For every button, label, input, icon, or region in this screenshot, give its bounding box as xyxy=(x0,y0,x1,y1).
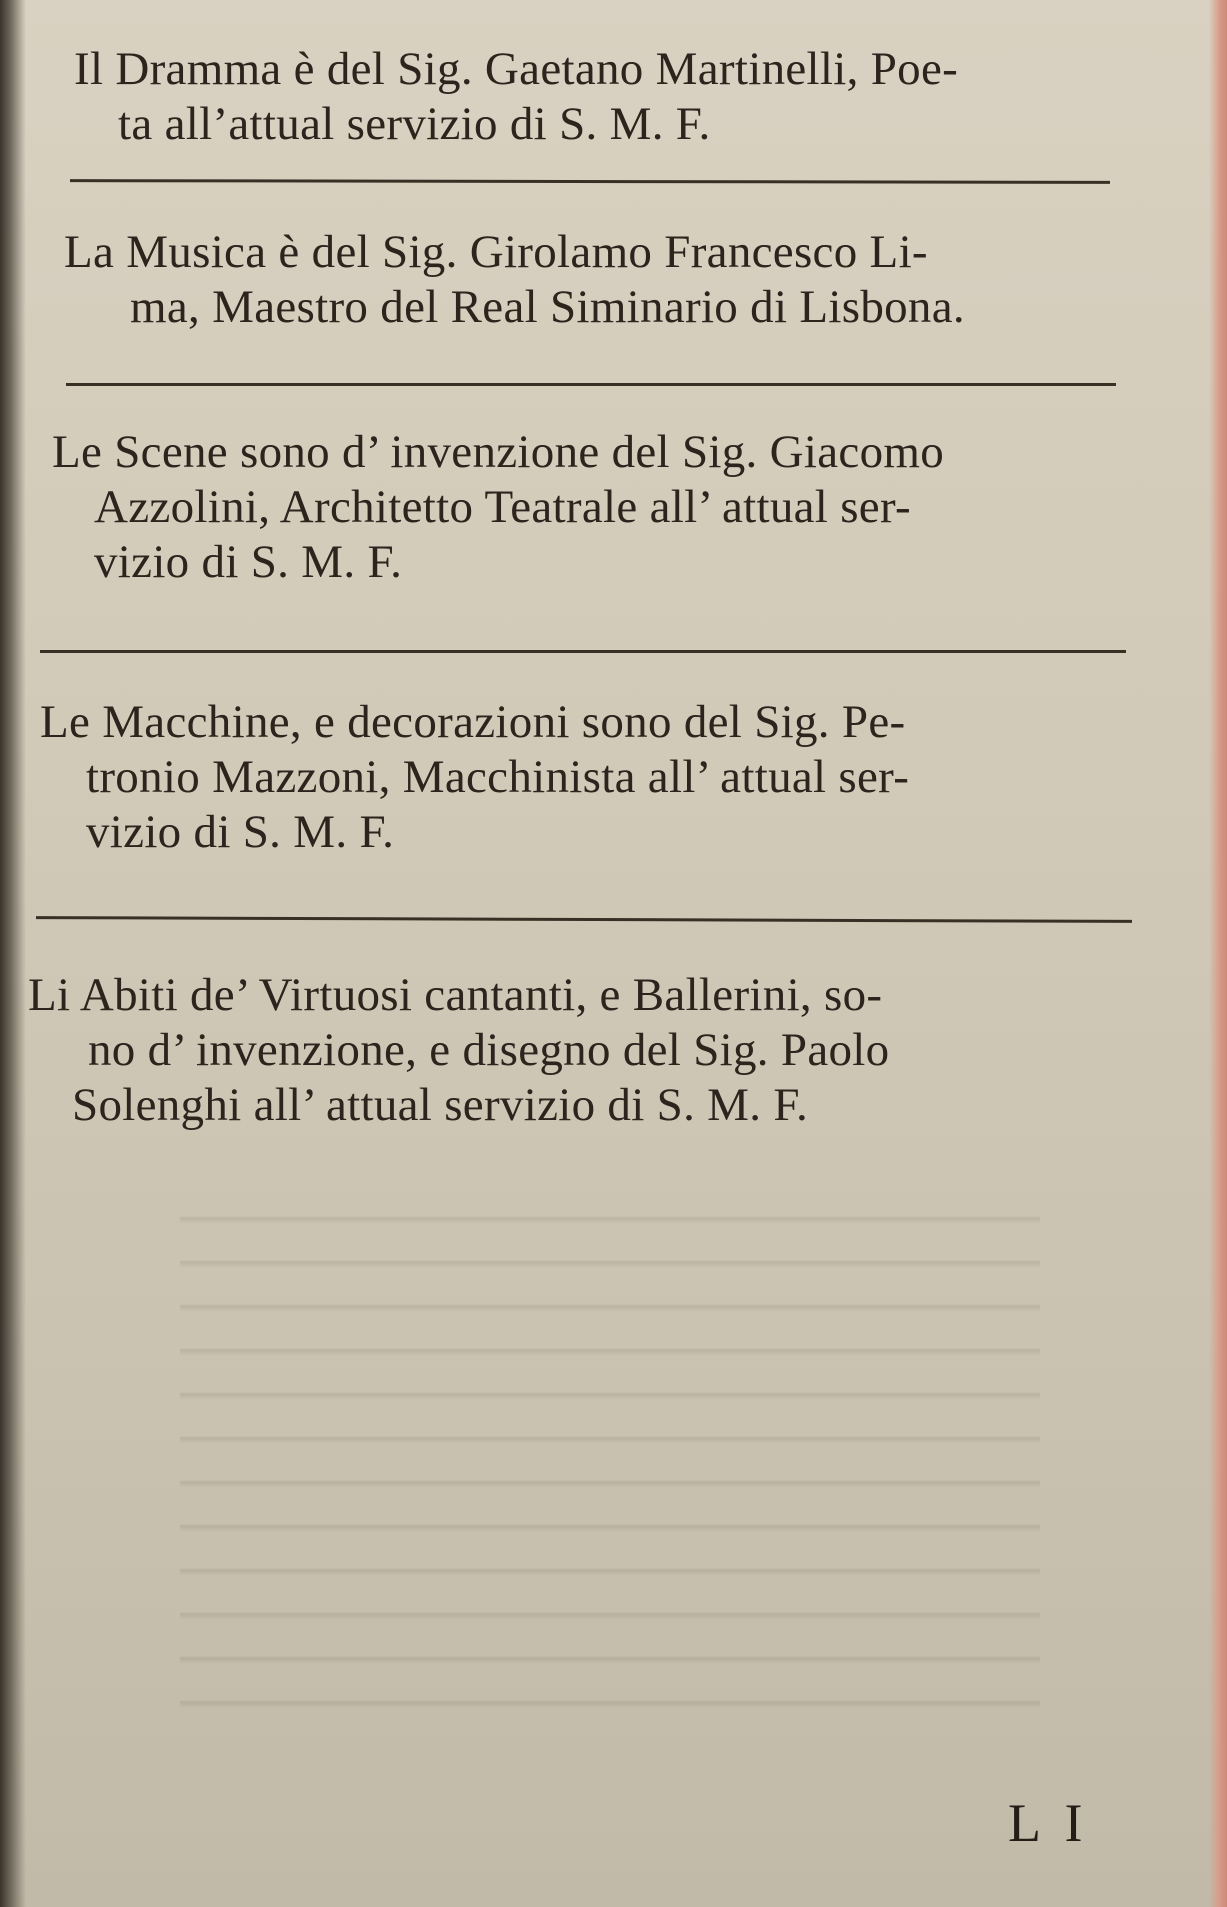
credit-line: vizio di S. M. F. xyxy=(94,536,403,588)
credit-composer xyxy=(64,225,1144,335)
bleed-through-text xyxy=(180,1180,1040,1740)
credit-librettist xyxy=(74,42,1134,152)
credit-line: Li Abiti de’ Virtuosi cantanti, e Ballerini, so- xyxy=(28,969,883,1021)
credit-line: vizio di S. M. F. xyxy=(86,806,395,858)
spine-shadow xyxy=(0,0,26,1907)
divider-rule xyxy=(70,179,1110,184)
divider-rule xyxy=(40,650,1126,653)
credit-line: Il Dramma è del Sig. Gaetano Martinelli, Poe- xyxy=(74,43,959,95)
credit-line: ta all’attual servizio di S. M. F. xyxy=(118,98,711,150)
credit-line: Le Macchine, e decorazioni sono del Sig. Pe- xyxy=(40,696,906,748)
divider-rule xyxy=(66,383,1116,386)
credit-line: Le Scene sono d’ invenzione del Sig. Giacomo xyxy=(52,426,945,478)
page-edge xyxy=(1209,0,1227,1907)
credit-line: ma, Maestro del Real Siminario di Lisbona. xyxy=(130,281,965,333)
credit-machinery xyxy=(40,695,1150,860)
credit-line: Azzolini, Architetto Teatrale all’ attual ser- xyxy=(94,481,911,533)
credit-line: La Musica è del Sig. Girolamo Francesco Li- xyxy=(64,226,928,278)
credit-line: Solenghi all’ attual servizio di S. M. F. xyxy=(72,1079,809,1131)
divider-rule xyxy=(36,916,1132,923)
credit-scenery xyxy=(52,425,1152,590)
credit-costumes xyxy=(28,968,1148,1133)
credit-line: tronio Mazzoni, Macchinista all’ attual ser- xyxy=(86,751,910,803)
credit-line: no d’ invenzione, e disegno del Sig. Paolo xyxy=(88,1024,890,1076)
page-number: L I xyxy=(1008,1793,1089,1853)
